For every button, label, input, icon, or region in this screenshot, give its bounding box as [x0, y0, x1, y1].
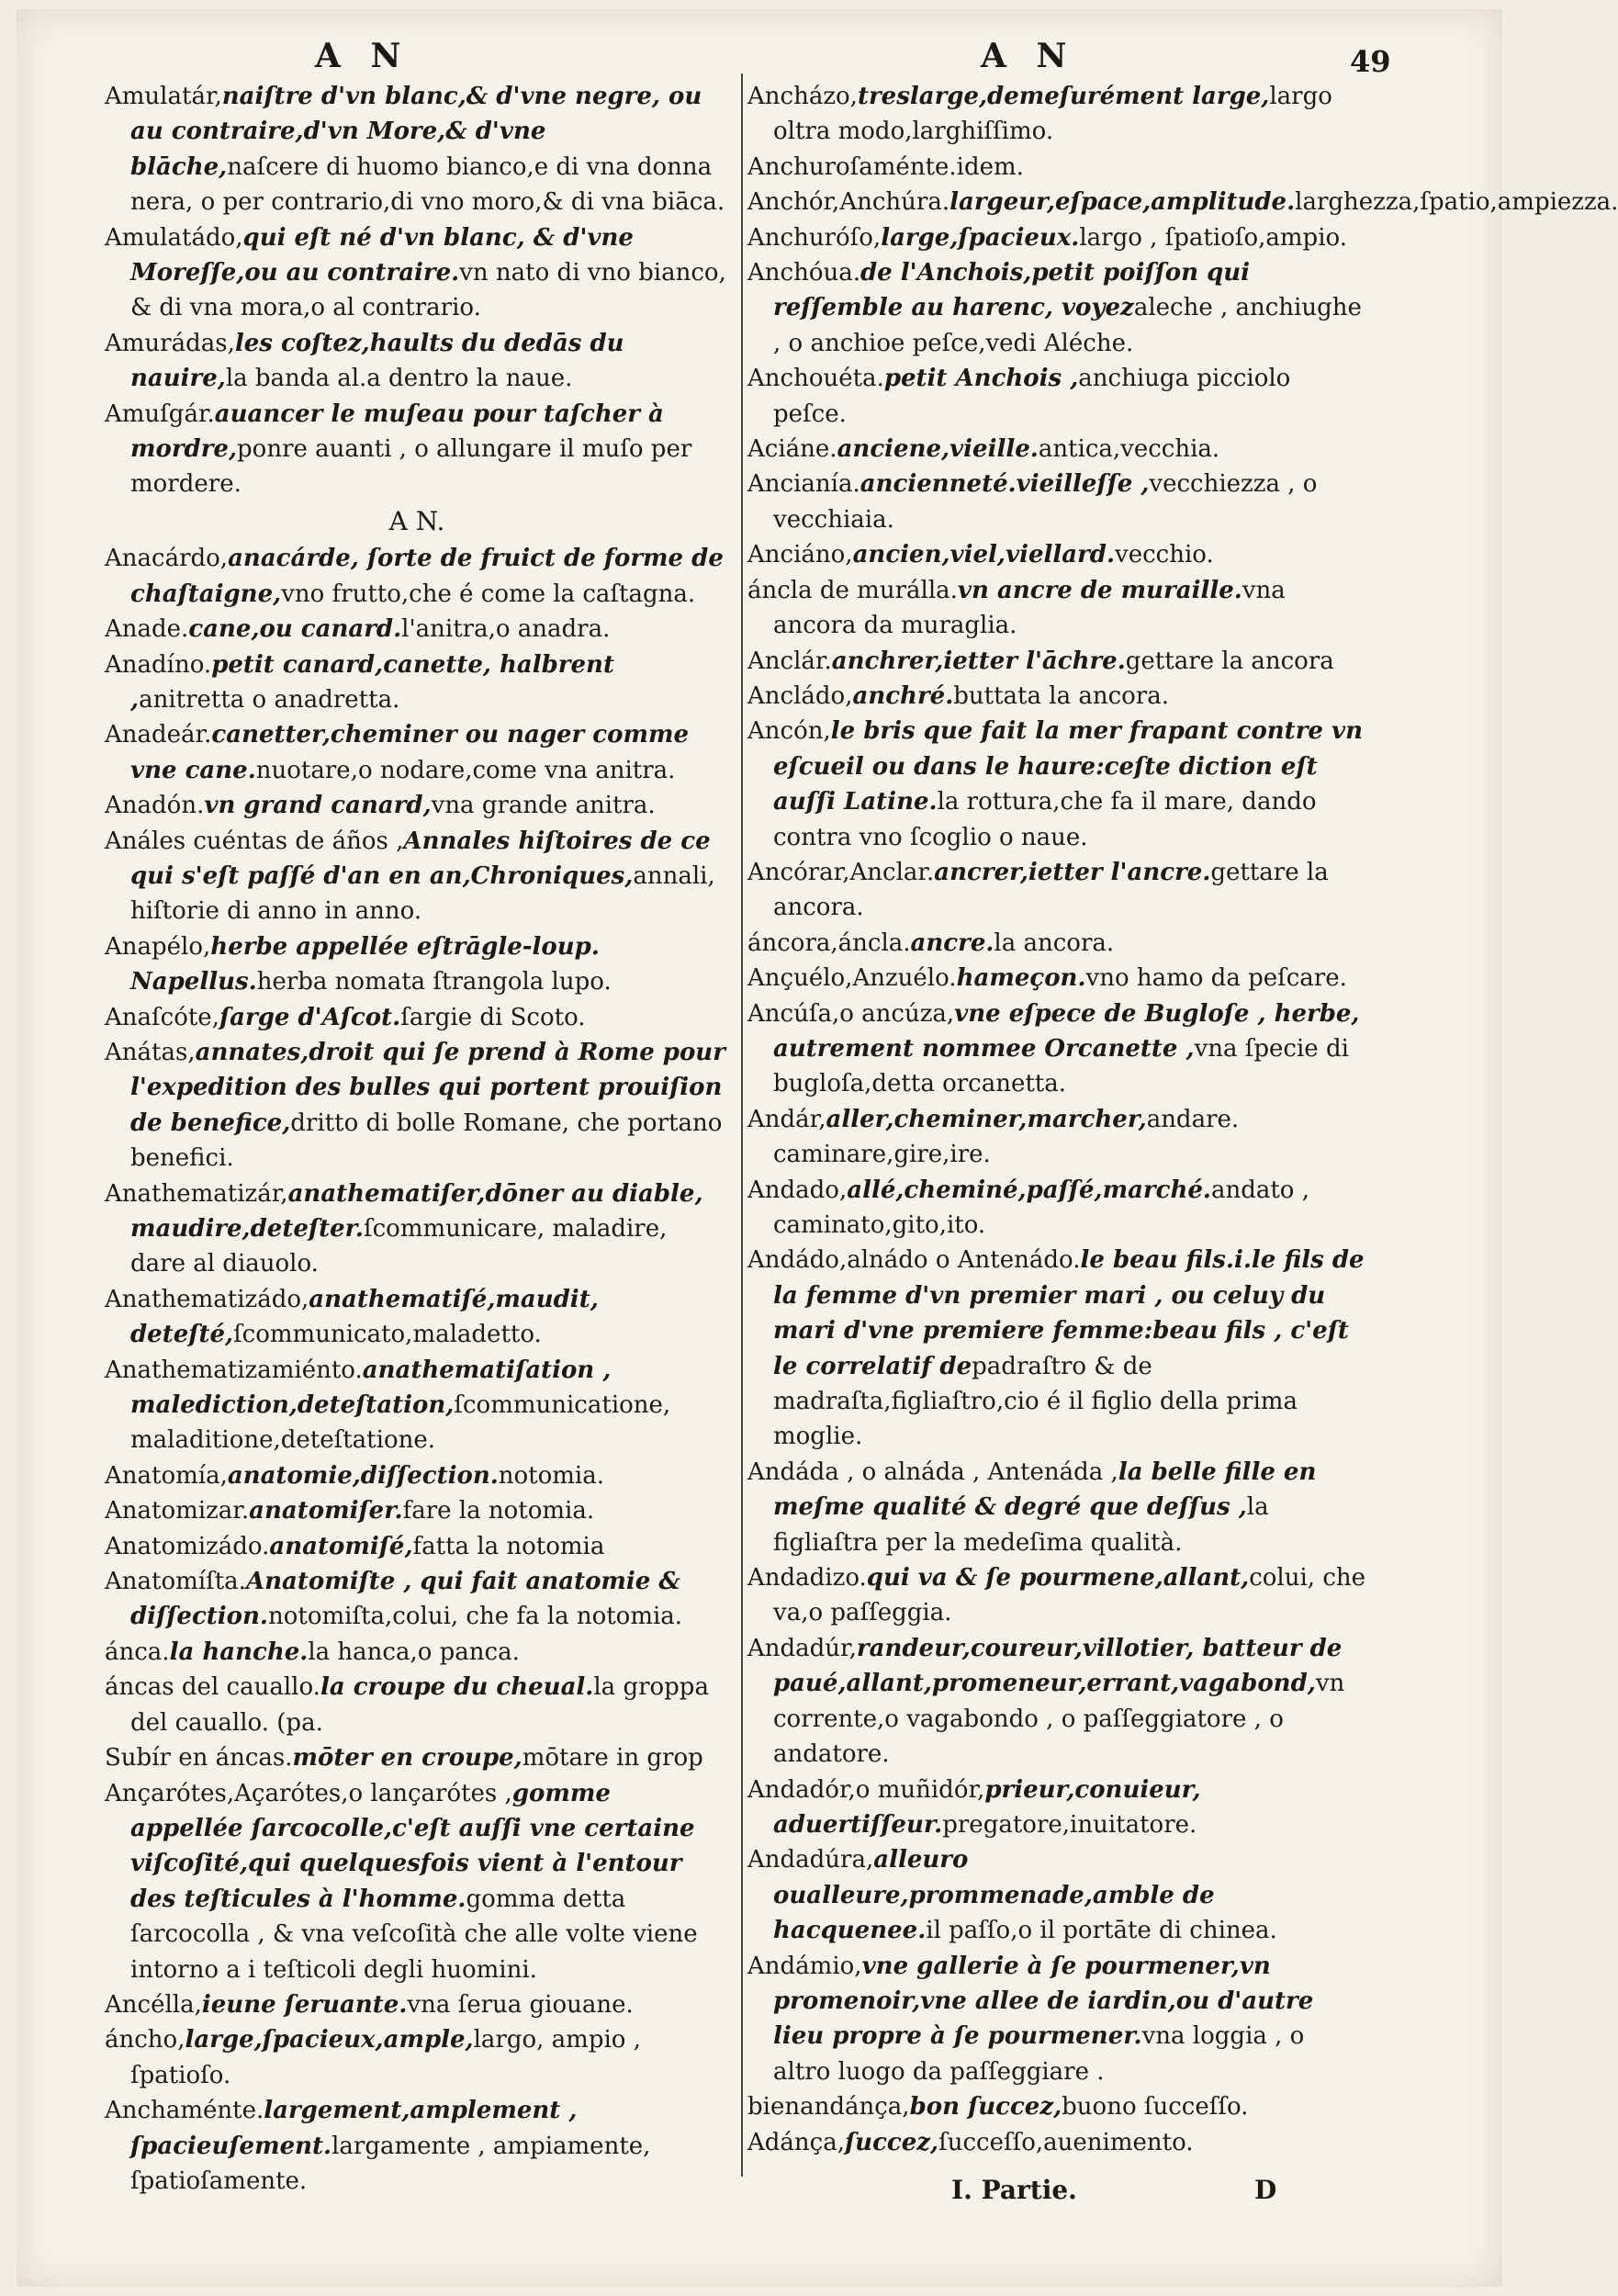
- italian-gloss: la hanca,o panca.: [308, 1638, 520, 1666]
- french-gloss: annates,droit qui ſe prend à Rome pour l'expedition des bulles qui portent prouiſion de benefice,: [130, 1038, 725, 1137]
- headword: Anadíno.: [105, 650, 212, 679]
- french-gloss: largeur,eſpace,amplitude.: [949, 188, 1296, 217]
- french-gloss: qui eſt né d'vn blanc, & d'vne Moreſſe,ou au contraire.: [130, 223, 634, 287]
- headword: áncas del cauallo.: [105, 1673, 320, 1702]
- dictionary-entry: [105, 788, 729, 823]
- headword: Anathematizamiénto.: [105, 1356, 363, 1384]
- headword: Andadúra,: [747, 1846, 874, 1874]
- column-divider: [741, 73, 743, 2177]
- italian-gloss: vna ſerua giouane.: [407, 1990, 634, 2019]
- headword: Aciáne.: [747, 435, 837, 464]
- french-gloss: vn grand canard,: [204, 792, 432, 820]
- headword: Amurádas,: [105, 329, 235, 357]
- headword: Anchóua.: [747, 259, 860, 287]
- dictionary-entry: [747, 1631, 1368, 1773]
- dictionary-entry: [747, 1173, 1368, 1244]
- french-gloss: ieune ſeruante.: [201, 1990, 408, 2019]
- headword: Anatomizar.: [105, 1497, 250, 1525]
- headword: Ancianía.: [747, 470, 860, 499]
- headword: Ancón,: [747, 717, 831, 746]
- headword: Anátas,: [105, 1038, 196, 1066]
- french-gloss: petit canard,canette, halbrent ,: [130, 650, 614, 714]
- french-gloss: allé,cheminé,paſſé,marché.: [847, 1176, 1211, 1204]
- french-gloss: prieur,conuieur, aduertiſſeur.: [773, 1775, 1201, 1839]
- dictionary-entry: [747, 1243, 1368, 1454]
- french-gloss: ancien,viel,viellard.: [852, 541, 1116, 569]
- french-gloss: alleuro oualleure,prommenade,amble de hacquenee.: [773, 1846, 1215, 1945]
- french-gloss: naiſtre d'vn blanc,& d'vne negre, ou au contraire,d'vn More,& d'vne blāche,: [130, 83, 702, 181]
- headword: Anacárdo,: [105, 545, 229, 573]
- dictionary-entry: [747, 255, 1368, 361]
- french-gloss: anchrer,ietter l'āchre.: [831, 647, 1126, 675]
- italian-gloss: vna grande anitra.: [431, 792, 656, 820]
- headword: Subír en áncas.: [105, 1744, 293, 1773]
- italian-gloss: fare la notomia.: [402, 1497, 595, 1525]
- italian-gloss: colui, che va,o paſſeggia.: [773, 1564, 1366, 1627]
- italian-gloss: andato , caminato,gito,ito.: [773, 1176, 1309, 1239]
- dictionary-entry: [105, 1458, 729, 1493]
- french-gloss: ancre.: [910, 929, 994, 957]
- french-gloss: qui va & ſe pourmene,allant,: [866, 1564, 1250, 1593]
- italian-gloss: andare. caminare,gire,ire.: [773, 1105, 1240, 1169]
- french-gloss: ancrer,ietter l'ancre.: [934, 858, 1211, 886]
- italian-gloss: notomiſta,colui, che fa la notomia.: [267, 1603, 683, 1631]
- dictionary-entry: [105, 1776, 729, 1987]
- french-gloss: herbe appellée eſtrāgle-loup. Napellus.: [130, 932, 600, 996]
- italian-gloss: ponre auanti , o allungare il muſo per mordere.: [130, 435, 692, 499]
- left-column: [105, 79, 729, 2199]
- dictionary-entry: [105, 220, 729, 326]
- italian-gloss: buttata la ancora.: [953, 681, 1169, 710]
- french-gloss: la croupe du cheual.: [320, 1673, 594, 1702]
- italian-gloss: ſcommunicare, maladire, dare al diauolo.: [130, 1215, 668, 1278]
- italian-gloss: notomia.: [498, 1461, 605, 1490]
- italian-gloss: ſcommunicatione, maladitione,deteſtatione.: [130, 1391, 671, 1455]
- italian-gloss: herba nomata ſtrangola lupo.: [256, 968, 612, 996]
- right-column: [747, 79, 1618, 2160]
- section-title: A N.: [388, 505, 445, 536]
- headword: Andádo,alnádo o Antenádo.: [747, 1246, 1081, 1275]
- french-gloss: le bris que fait la mer frapant contre vn eſcueil ou dans le haure:ceſte diction eſt auſſi Latine.: [773, 717, 1363, 816]
- headword: Análes cuéntas de áños ,: [105, 827, 404, 855]
- headword: Ancházo,: [747, 83, 858, 110]
- dictionary-entry: [747, 2125, 1368, 2160]
- french-gloss: anatomiſer.: [249, 1497, 403, 1525]
- footer-part: I. Partie.: [951, 2175, 1077, 2205]
- headword: Anciáno,: [747, 541, 853, 569]
- dictionary-entry: [747, 79, 1368, 150]
- french-gloss: auancer le muſeau pour taſcher à mordre,: [130, 400, 664, 464]
- dictionary-entry: [105, 1564, 729, 1635]
- italian-gloss: mōtare in grop: [522, 1744, 703, 1773]
- french-gloss: anchré.: [852, 681, 954, 710]
- italian-gloss: la rottura,che fa il mare, dando contra vno ſcoglio o naue.: [773, 788, 1317, 851]
- french-gloss: large,ſpacieux.: [881, 223, 1080, 252]
- dictionary-entry: [105, 647, 729, 718]
- dictionary-entry: [747, 220, 1368, 255]
- dictionary-entry: [747, 1949, 1368, 2090]
- page-number: 49: [1350, 44, 1391, 79]
- headword: áncla de murálla.: [747, 576, 958, 604]
- dictionary-entry: [105, 1035, 729, 1176]
- italian-gloss: vno frutto,che é come la caſtagna.: [281, 580, 696, 608]
- french-gloss: largement,amplement , ſpacieuſement.: [130, 2097, 578, 2160]
- italian-gloss: larghezza,ſpatio,ampiezza.: [1295, 188, 1618, 217]
- french-gloss: vne eſpece de Bugloſe , herbe, autrement nommee Orcanette ,: [773, 999, 1360, 1063]
- italian-gloss: la banda al.a dentro la naue.: [225, 365, 573, 393]
- french-gloss: anciene,vieille.: [837, 435, 1039, 464]
- french-gloss: vne gallerie à ſe pourmener,vn promenoir,vne allee de iardin,ou d'autre lieu propre à ſe pourmener.: [773, 1952, 1314, 2051]
- headword: Anadón.: [105, 792, 205, 820]
- italian-gloss: padraſtro & de madraſta,figliaſtro,cio é il figlio della prima moglie.: [773, 1352, 1298, 1451]
- headword: Anclár.: [747, 647, 832, 675]
- headword: Anatomíſta.: [105, 1568, 246, 1596]
- right-running-head: A N: [981, 37, 1076, 75]
- italian-gloss: ſucceſſo,auenimento.: [938, 2128, 1194, 2156]
- italian-gloss: l'anitra,o anadra.: [401, 615, 611, 644]
- french-gloss: gomme appellée ſarcocolle,c'eſt auſſi vne certaine viſcoſité,qui quelquesfois vient à l'entour des teſticules à l'homme.: [130, 1779, 695, 1913]
- french-gloss: le beau fils.i.le fils de la femme d'vn premier mari , ou celuy du mari d'vne premiere femme:beau fils , c'eſt le correlatif de: [773, 1246, 1365, 1380]
- dictionary-entry: [105, 717, 729, 788]
- dictionary-entry: [747, 926, 1368, 961]
- dictionary-entry: [105, 1000, 729, 1035]
- headword: Anathematizár,: [105, 1179, 288, 1208]
- dictionary-entry: [105, 541, 729, 612]
- headword: Adánça,: [747, 2128, 845, 2156]
- italian-gloss: buono ſucceſſo.: [1062, 2093, 1249, 2122]
- headword: Ançuélo,Anzuélo.: [747, 964, 957, 993]
- french-gloss: ancienneté.vieilleſſe ,: [860, 470, 1150, 499]
- dictionary-entry: [105, 79, 729, 220]
- french-gloss: aller,cheminer,marcher,: [826, 1105, 1147, 1133]
- italian-gloss: la ancora.: [994, 929, 1115, 957]
- french-gloss: les coſtez,haults du dedās du nauire,: [130, 329, 624, 393]
- dictionary-entry: [105, 1353, 729, 1458]
- headword: Andadizo.: [747, 1564, 867, 1593]
- dictionary-entry: [747, 361, 1368, 432]
- headword: Ancládo,: [747, 681, 853, 710]
- right-entries: [747, 79, 1618, 2160]
- french-gloss: cane,ou canard.: [188, 615, 402, 644]
- headword: Ancélla,: [105, 1990, 202, 2019]
- italian-gloss: largamente , ampiamente, ſpatioſamente.: [130, 2132, 651, 2195]
- french-gloss: Annales hiſtoires de ce qui s'eſt paſſé d'an en an,Chroniques,: [130, 827, 711, 890]
- footer-signature: D: [1254, 2175, 1277, 2205]
- headword: Amulatár,: [105, 83, 222, 110]
- italian-gloss: la groppa del cauallo. (pa.: [130, 1673, 709, 1737]
- headword: Andadór,o muñidór,: [747, 1775, 985, 1804]
- french-gloss: ſarge d'Aſcot.: [219, 1003, 401, 1031]
- dictionary-entry: [747, 855, 1368, 926]
- italian-gloss: antica,vecchia.: [1038, 435, 1220, 464]
- french-gloss: anathematiſé,maudit, deteſté,: [130, 1285, 599, 1349]
- italian-gloss: vecchiezza , o vecchiaia.: [773, 470, 1318, 534]
- headword: Amulatádo,: [105, 223, 243, 252]
- italian-gloss: il paſſo,o il portāte di chinea.: [926, 1917, 1277, 1945]
- headword: Ancórar,Anclar.: [747, 858, 935, 886]
- italian-gloss: vn corrente,o vagabondo , o paſſeggiatore , o andatore.: [773, 1670, 1345, 1769]
- dictionary-entry: [747, 185, 1618, 219]
- dictionary-entry: [747, 644, 1368, 679]
- dictionary-entry: [105, 2093, 729, 2199]
- headword: Anaſcóte,: [105, 1003, 219, 1031]
- headword: Andadúr,: [747, 1634, 857, 1662]
- italian-gloss: vn nato di vno bianco, & di vna mora,o al contrario.: [130, 259, 726, 322]
- headword: Andár,: [747, 1105, 826, 1133]
- headword: Anapélo,: [105, 932, 211, 961]
- headword: ánca.: [105, 1638, 170, 1666]
- french-gloss: de l'Anchois,petit poiſſon qui reſſemble au harenc, voyez: [773, 259, 1251, 322]
- italian-gloss: vna loggia , o altro luogo da paſſeggiare .: [773, 2022, 1305, 2086]
- french-gloss: anatomiſé,: [269, 1532, 413, 1560]
- headword: bienandánça,: [747, 2093, 910, 2122]
- french-gloss: randeur,coureur,villotier, batteur de paué,allant,promeneur,errant,vagabond,: [773, 1634, 1343, 1698]
- dictionary-entry: [747, 150, 1368, 185]
- french-gloss: mōter en croupe,: [292, 1744, 522, 1773]
- dictionary-entry: [747, 2089, 1368, 2124]
- italian-gloss: gomma detta ſarcocolla , & vna veſcoſità che alle volte viene intorno a i teſticoli degli huomini.: [130, 1885, 698, 1984]
- italian-gloss: aleche , anchiughe , o anchioe peſce,vedi Aléche.: [773, 294, 1362, 357]
- headword: Anade.: [105, 615, 189, 644]
- italian-gloss: ſcommunicato,maladetto.: [233, 1321, 542, 1349]
- headword: Anatomía,: [105, 1461, 228, 1490]
- dictionary-entry: [105, 1740, 729, 1775]
- dictionary-entry: [747, 1455, 1368, 1560]
- dictionary-entry: [105, 1635, 729, 1670]
- italian-gloss: largo , ſpatioſo,ampio.: [1079, 223, 1347, 252]
- headword: Anadeár.: [105, 721, 212, 749]
- headword: Anchaménte.: [105, 2097, 264, 2125]
- left-running-head: A N: [315, 37, 410, 75]
- italian-gloss: vno hamo da peſcare.: [1085, 964, 1347, 993]
- dictionary-entry: [747, 1773, 1368, 1843]
- french-gloss: canetter,cheminer ou nager comme vne cane.: [130, 721, 690, 784]
- dictionary-entry: [747, 432, 1368, 467]
- italian-gloss: anchiuga picciolo peſce.: [773, 365, 1291, 428]
- dictionary-entry: [105, 397, 729, 502]
- dictionary-entry: [105, 824, 729, 929]
- dictionary-entry: [747, 961, 1368, 996]
- dictionary-entry: [747, 996, 1368, 1102]
- headword: áncora,áncla.: [747, 929, 911, 957]
- dictionary-entry: [747, 573, 1368, 644]
- headword: Anchuróſo,: [747, 223, 882, 252]
- headword: Anchuroſaménte.: [747, 152, 957, 181]
- dictionary-entry: [747, 1842, 1368, 1948]
- dictionary-entry: [747, 537, 1368, 572]
- headword: Anchouéta.: [747, 365, 884, 393]
- headword: Andado,: [747, 1176, 848, 1204]
- dictionary-page: [17, 9, 1618, 2287]
- dictionary-entry: [105, 1529, 729, 1564]
- dictionary-entry: [105, 1282, 729, 1353]
- dictionary-entry: [747, 1102, 1368, 1173]
- french-gloss: bon ſuccez,: [909, 2093, 1062, 2122]
- italian-gloss: nuotare,o nodare,come vna anitra.: [255, 756, 676, 784]
- dictionary-entry: [747, 679, 1368, 714]
- french-gloss: la belle fille en meſme qualité & degré que deſſus ,: [773, 1458, 1317, 1522]
- french-gloss: petit Anchois ,: [883, 365, 1079, 393]
- dictionary-entry: [105, 929, 729, 1000]
- italian-gloss: largo, ampio , ſpatioſo.: [130, 2026, 641, 2089]
- headword: Anchór,Anchúra.: [747, 188, 950, 217]
- italian-gloss: anitretta o anadretta.: [139, 685, 400, 714]
- french-gloss: vn ancre de muraille.: [957, 576, 1242, 604]
- headword: Amuſgár.: [105, 400, 215, 428]
- dictionary-entry: [105, 1176, 729, 1282]
- dictionary-entry: [105, 326, 729, 397]
- french-gloss: la hanche.: [169, 1638, 309, 1666]
- italian-gloss: fatta la notomia: [412, 1532, 605, 1560]
- dictionary-entry: [105, 2022, 729, 2093]
- italian-gloss: annali, hiſtorie di anno in anno.: [130, 861, 715, 926]
- french-gloss: Anatomiſte , qui fait anatomie & diſſection.: [130, 1568, 680, 1631]
- headword: Ancúſa,o ancúza,: [747, 999, 955, 1028]
- italian-gloss: idem.: [956, 152, 1024, 181]
- italian-gloss: la figliaſtra per la medeſima qualità.: [773, 1493, 1269, 1557]
- headword: Ançarótes,Açarótes,o lançarótes ,: [105, 1779, 512, 1807]
- italian-gloss: dritto di bolle Romane, che portano benefici.: [130, 1109, 723, 1173]
- dictionary-entry: [105, 1670, 729, 1740]
- dictionary-entry: [105, 1493, 729, 1528]
- italian-gloss: vecchio.: [1115, 541, 1214, 569]
- italian-gloss: gettare la ancora: [1125, 647, 1334, 675]
- dictionary-entry: [747, 714, 1368, 855]
- french-gloss: treslarge,demeſurément large,: [857, 83, 1270, 110]
- italian-gloss: naſcere di huomo bianco,e di vna donna nera, o per contrario,di vno moro,& di vna biāca.: [130, 152, 725, 217]
- headword: Anatomizádo.: [105, 1532, 270, 1560]
- italian-gloss: gettare la ancora.: [773, 858, 1329, 922]
- french-gloss: large,ſpacieux,ample,: [185, 2026, 474, 2054]
- dictionary-entry: [747, 467, 1368, 537]
- italian-gloss: vna ancora da muraglia.: [773, 576, 1286, 640]
- headword: áncho,: [105, 2026, 185, 2054]
- headword: Anathematizádo,: [105, 1285, 309, 1313]
- left-entries-after: [105, 541, 729, 2199]
- headword: Andámio,: [747, 1952, 862, 1980]
- dictionary-entry: [105, 1987, 729, 2022]
- left-entries-before: [105, 79, 729, 502]
- french-gloss: hameçon.: [956, 964, 1086, 993]
- french-gloss: anathematiſation , malediction,deteſtation,: [130, 1356, 612, 1420]
- italian-gloss: largo oltra modo,larghiſſimo.: [773, 83, 1332, 146]
- italian-gloss: pregatore,inuitatore.: [942, 1810, 1197, 1839]
- french-gloss: anatomie,diſſection.: [227, 1461, 499, 1490]
- headword: Andáda , o alnáda , Antenáda ,: [747, 1458, 1118, 1486]
- dictionary-entry: [747, 1560, 1368, 1631]
- italian-gloss: vna ſpecie di bugloſa,detta orcanetta.: [773, 1034, 1349, 1098]
- italian-gloss: ſargie di Scoto.: [400, 1003, 586, 1031]
- french-gloss: anacárde, ſorte de fruict de forme de chaſtaigne,: [130, 545, 724, 608]
- french-gloss: anathematiſer,dōner au diable, maudire,deteſter.: [130, 1179, 703, 1243]
- dictionary-entry: [105, 612, 729, 647]
- french-gloss: ſuccez,: [845, 2128, 939, 2156]
